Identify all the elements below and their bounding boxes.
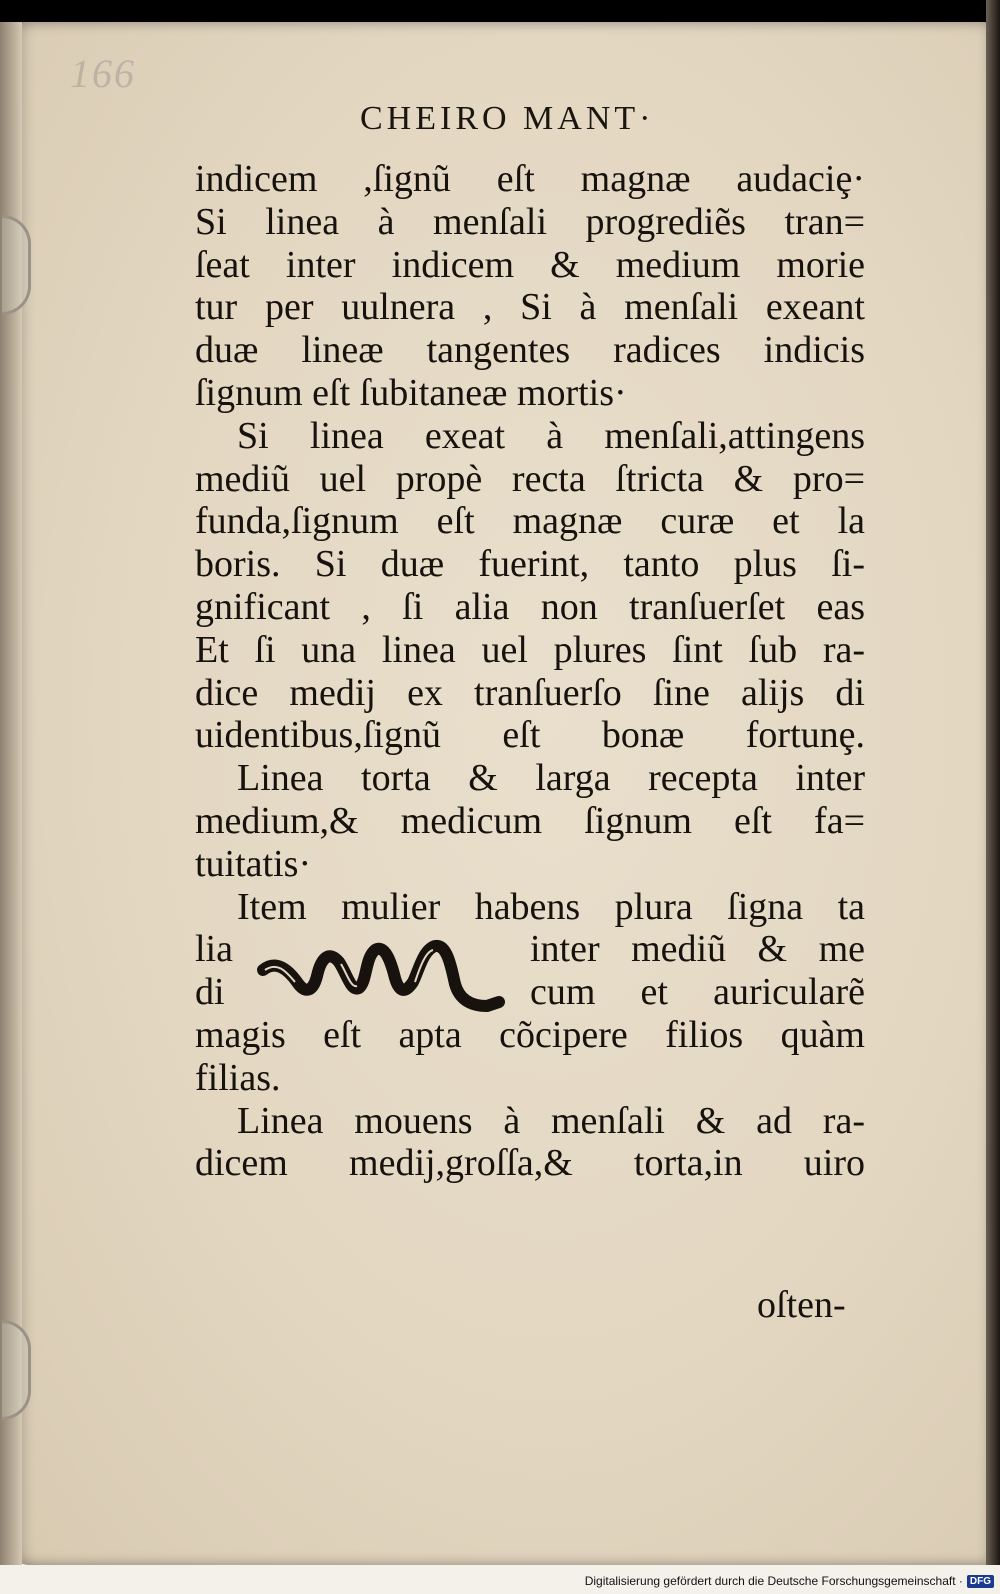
text-line: magis eſt apta cõcipere filios quàm (195, 1013, 865, 1056)
text-line: ſeat inter indicem & medium morie (195, 243, 865, 286)
text-line: mediũ uel propè recta ſtricta & pro= (195, 457, 865, 500)
wavy-line-woodcut (255, 932, 505, 1012)
figure-left-text (195, 928, 255, 1014)
scan-right-border (986, 0, 1000, 1565)
digitization-footer (585, 1570, 994, 1592)
binding-clasp (2, 1320, 31, 1420)
text-line: Item mulier habens plura ſigna ta (237, 885, 865, 928)
text-line: duæ lineæ tangentes radices indicis (195, 329, 865, 372)
text-line: uidentibus,ſignũ eſt bonæ fortunȩ. (195, 714, 865, 757)
text-line: filias. (195, 1056, 281, 1099)
running-header: CHEIRO MANT· (360, 100, 655, 137)
text-fragment: inter mediũ & me (530, 928, 865, 971)
figure-right-text (530, 928, 865, 1014)
text-line: Linea mouens à menſali & ad ra- (237, 1099, 865, 1142)
text-fragment: di (195, 971, 225, 1014)
figure-row (195, 928, 865, 1014)
text-line: Et ſi una linea uel plures ſint ſub ra- (195, 628, 865, 671)
text-line: ſignum eſt ſubitaneæ mortis· (195, 371, 627, 414)
text-line: Linea torta & larga recepta inter (237, 757, 865, 800)
text-line: dice medij ex tranſuerſo ſine alijs di (195, 671, 865, 714)
dfg-logo: DFG (967, 1575, 994, 1588)
footer-credit: Digitalisierung gefördert durch die Deutsche Forschungsgemeinschaft · (584, 1574, 963, 1588)
text-line: Si linea exeat à menſali,attingens (237, 414, 865, 457)
pencil-folio-number: 166 (70, 51, 136, 96)
text-line: tuitatis· (195, 842, 312, 885)
body-text (195, 158, 865, 1185)
text-line: boris. Si duæ fuerint, tanto plus ſi- (195, 543, 865, 586)
text-fragment: lia (195, 928, 233, 971)
text-fragment: cum et auricularẽ (530, 971, 865, 1014)
text-line: tur per uulnera , Si à menſali exeant (195, 286, 865, 329)
text-line: dicem medij,groſſa,& torta,in uiro (195, 1142, 865, 1185)
text-line: indicem ,ſignũ eſt magnæ audaciȩ· (195, 158, 865, 200)
text-line: funda,ſignum eſt magnæ curæ et la (195, 500, 865, 543)
catchword: oſten- (757, 1284, 846, 1326)
text-line: Si linea à menſali progrediẽs tran= (195, 200, 865, 243)
text-line: medium,& medicum ſignum eſt fa= (195, 799, 865, 842)
binding-clasp (2, 215, 31, 315)
text-line: gnificant , ſi alia non tranſuerſet eas (195, 585, 865, 628)
